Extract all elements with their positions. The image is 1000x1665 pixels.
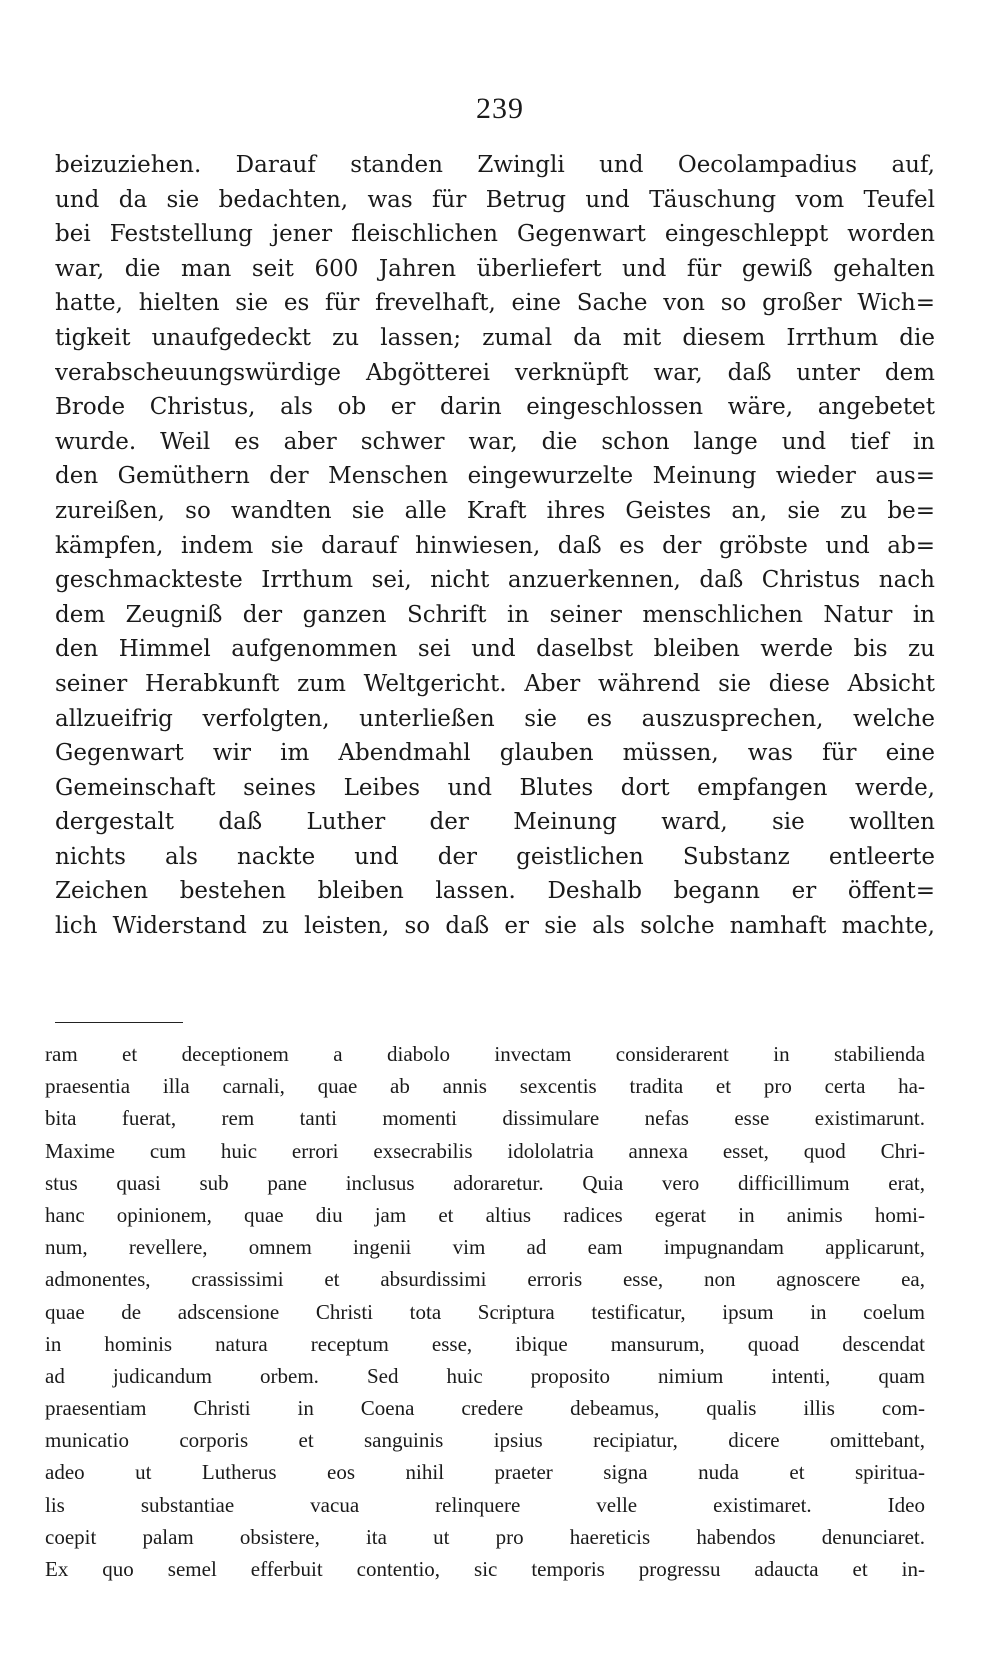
main-text-line: bei Feststellung jener fleischlichen Gegenwart eingeschleppt worden: [55, 221, 935, 248]
main-text-line: allzueifrig verfolgten, unterließen sie es auszusprechen, welche: [55, 705, 935, 732]
main-text-line: hatte, hielten sie es für frevelhaft, eine Sache von so großer Wich=: [55, 290, 935, 317]
main-text-line: Zeichen bestehen bleiben lassen. Deshalb begann er öffent=: [55, 878, 935, 905]
main-text-line: nichts als nackte und der geistlichen Substanz entleerte: [55, 843, 935, 870]
footnote-line: in hominis natura receptum esse, ibique mansurum, quoad descendat: [45, 1331, 925, 1356]
footnote-line: quae de adscensione Christi tota Scriptura testificatur, ipsum in coelum: [45, 1299, 925, 1324]
footnote-line: Ex quo semel efferbuit contentio, sic temporis progressu adaucta et in-: [45, 1557, 925, 1581]
footnote-line: coepit palam obsistere, ita ut pro haereticis habendos denunciaret.: [45, 1524, 925, 1549]
main-text-line: verabscheuungswürdige Abgötterei verknüpft war, daß unter dem: [55, 359, 935, 386]
main-text-line: war, die man seit 600 Jahren überliefert und für gewiß gehalten: [55, 255, 935, 282]
footnote-line: lis substantiae vacua relinquere velle existimaret. Ideo: [45, 1492, 925, 1517]
main-text-line: Brode Christus, als ob er darin eingeschlossen wäre, angebetet: [55, 394, 935, 421]
main-text-line: den Gemüthern der Menschen eingewurzelte Meinung wieder aus=: [55, 463, 935, 490]
main-text-line: lich Widerstand zu leisten, so daß er sie als solche namhaft machte,: [55, 913, 935, 940]
page-number: 239: [476, 92, 524, 125]
footnote-line: adeo ut Lutherus eos nihil praeter signa nuda et spiritua-: [45, 1460, 925, 1485]
footnote-line: praesentiam Christi in Coena credere debeamus, qualis illis com-: [45, 1396, 925, 1421]
footnote-text-block: [45, 1038, 925, 1585]
main-text-line: und da sie bedachten, was für Betrug und Täuschung vom Teufel: [55, 186, 935, 213]
main-text-line: dergestalt daß Luther der Meinung ward, sie wollten: [55, 809, 935, 836]
footnote-line: admonentes, crassissimi et absurdissimi erroris esse, non agnoscere ea,: [45, 1267, 925, 1292]
footnote-line: num, revellere, omnem ingenii vim ad eam impugnandam applicarunt,: [45, 1235, 925, 1260]
footnote-separator: [55, 1022, 183, 1023]
main-text-line: Gemeinschaft seines Leibes und Blutes dort empfangen werde,: [55, 774, 935, 801]
footnote-line: ram et deceptionem a diabolo invectam considerarent in stabilienda: [45, 1042, 925, 1066]
footnote-line: bita fuerat, rem tanti momenti dissimulare nefas esse existimarunt.: [45, 1106, 925, 1131]
footnote-line: praesentia illa carnali, quae ab annis sexcentis tradita et pro certa ha-: [45, 1074, 925, 1099]
main-text-line: beizuziehen. Darauf standen Zwingli und Oecolampadius auf,: [55, 152, 935, 178]
main-text-line: seiner Herabkunft zum Weltgericht. Aber während sie diese Absicht: [55, 670, 935, 697]
main-text-line: zureißen, so wandten sie alle Kraft ihres Geistes an, sie zu be=: [55, 497, 935, 524]
footnote-line: hanc opinionem, quae diu jam et altius radices egerat in animis homi-: [45, 1202, 925, 1227]
main-text-line: dem Zeugniß der ganzen Schrift in seiner menschlichen Natur in: [55, 601, 935, 628]
main-text-line: wurde. Weil es aber schwer war, die schon lange und tief in: [55, 428, 935, 455]
main-text-line: geschmackteste Irrthum sei, nicht anzuerkennen, daß Christus nach: [55, 567, 935, 594]
footnote-line: stus quasi sub pane inclusus adoraretur. Quia vero difficillimum erat,: [45, 1170, 925, 1195]
footnote-line: Maxime cum huic errori exsecrabilis idololatria annexa esset, quod Chri-: [45, 1138, 925, 1163]
main-text-line: Gegenwart wir im Abendmahl glauben müssen, was für eine: [55, 740, 935, 767]
main-text-block: [55, 148, 935, 944]
main-text-line: kämpfen, indem sie darauf hinwiesen, daß es der gröbste und ab=: [55, 532, 935, 559]
footnote-line: municatio corporis et sanguinis ipsius recipiatur, dicere omittebant,: [45, 1428, 925, 1453]
footnote-line: ad judicandum orbem. Sed huic proposito nimium intenti, quam: [45, 1363, 925, 1388]
main-text-line: den Himmel aufgenommen sei und daselbst bleiben werde bis zu: [55, 636, 935, 663]
main-text-line: tigkeit unaufgedeckt zu lassen; zumal da mit diesem Irrthum die: [55, 324, 935, 351]
